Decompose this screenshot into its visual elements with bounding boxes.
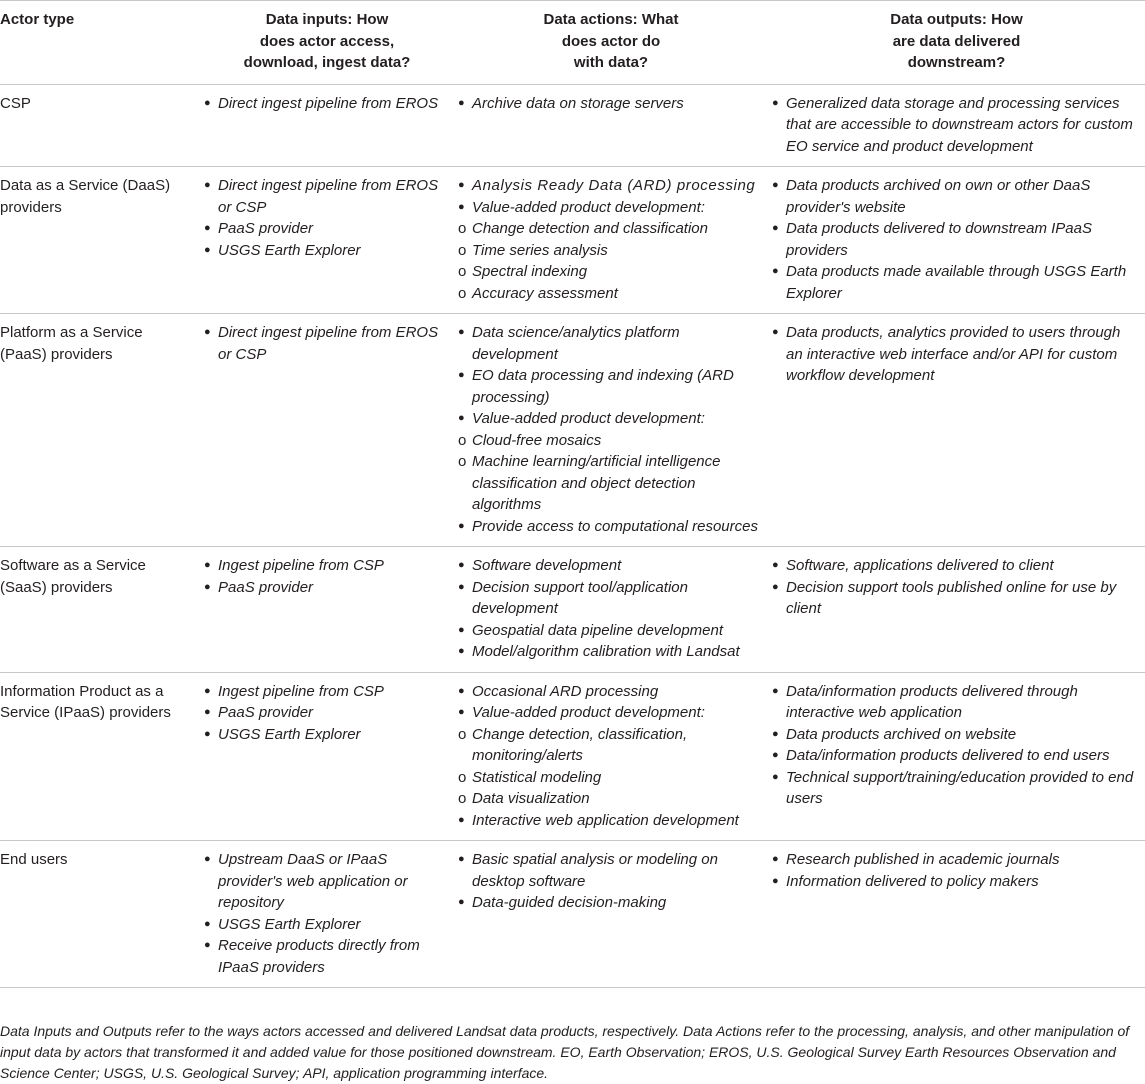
bullet-icon: ●: [772, 727, 779, 740]
sub-list-item: [458, 283, 762, 305]
sub-bullet-icon: o: [458, 790, 467, 807]
table-body: [0, 84, 1145, 988]
list-item-text: PaaS provider: [218, 220, 314, 237]
bullet-list-item: [458, 620, 762, 642]
list-item-text: Occasional ARD processing: [472, 682, 659, 700]
header-data-actions: [454, 1, 768, 85]
header-line: Data outputs: How: [890, 11, 1023, 28]
bullet-icon: ●: [458, 96, 465, 109]
bullet-icon: ●: [772, 96, 779, 109]
header-actor-type: [0, 1, 200, 85]
data-inputs-cell: [200, 547, 454, 673]
header-row: [0, 1, 1145, 85]
bullet-icon: ●: [204, 684, 211, 697]
bullet-list-item: [772, 681, 1139, 724]
data-inputs-cell: [200, 167, 454, 314]
actor-type-cell: CSP: [0, 84, 200, 167]
sub-list-item: [458, 788, 762, 810]
actor-type-cell: End users: [0, 841, 200, 988]
data-outputs-cell: [768, 84, 1145, 167]
data-inputs-cell: [200, 84, 454, 167]
actor-type-cell: Information Product as a Service (IPaaS) providers: [0, 672, 200, 841]
data-outputs-cell: [768, 547, 1145, 673]
list-item-text: EO data processing and indexing (ARD processing): [472, 367, 734, 406]
bullet-icon: ●: [772, 684, 779, 697]
bullet-list-item: [458, 408, 762, 430]
bullet-list-item: [458, 577, 762, 620]
header-line: with data?: [573, 54, 649, 71]
bullet-list-item: [772, 577, 1139, 620]
list-item-text: Data visualization: [472, 790, 590, 807]
table-row: [0, 314, 1145, 547]
list-item-text: Data products archived on website: [786, 725, 1017, 743]
data-actions-cell: [454, 314, 768, 547]
header-line: Data inputs: How: [265, 11, 389, 28]
table-footnote: Data Inputs and Outputs refer to the ways actors accessed and delivered Landsat data products, respectively. Data Actions refer to the processing, analysis, and other manipulation of input data by actors that transformed it and added value for those positioned downstream. EO, Earth Observation; EROS, U.S. Geological Survey Earth Resources Observation and Science Center; USGS, U.S. Geological Survey; API, application programming interface.: [0, 1023, 1130, 1081]
list-item-text: Data products archived on own or other DaaS provider's website: [786, 177, 1091, 216]
data-actions-cell: [454, 547, 768, 673]
table-row: [0, 672, 1145, 841]
list-item-text: Technical support/training/education provided to end users: [786, 768, 1134, 807]
list-item-text: Machine learning/artificial intelligence classification and object detection algorithms: [472, 453, 721, 513]
bullet-list-item: [458, 93, 762, 115]
bullet-list-item: [204, 914, 448, 936]
bullet-list-item: [204, 724, 448, 746]
list-item-text: Basic spatial analysis or modeling on desktop software: [472, 851, 718, 890]
list-item-text: Archive data on storage servers: [472, 94, 684, 112]
sub-list-item: [458, 218, 762, 240]
data-outputs-cell: [768, 841, 1145, 988]
bullet-list-item: [204, 240, 448, 262]
header-line: does actor do: [561, 32, 661, 50]
sub-bullet-icon: o: [458, 431, 467, 449]
data-actions-cell: [454, 167, 768, 314]
sub-bullet-icon: o: [458, 241, 467, 259]
list-item-text: Generalized data storage and processing services that are accessible to downstream actors for custom EO service and product development: [786, 94, 1133, 155]
bullet-list-item: [458, 175, 762, 197]
list-item-text: Statistical modeling: [472, 768, 602, 786]
list-item-text: Cloud-free mosaics: [472, 431, 602, 449]
bullet-list-item: [458, 555, 762, 577]
data-actions-cell: [454, 84, 768, 167]
header-line: Data actions: What: [543, 11, 679, 28]
bullet-list-item: [772, 322, 1139, 387]
list-item-text: Receive products directly from IPaaS providers: [218, 937, 420, 976]
actor-type-cell: Data as a Service (DaaS) providers: [0, 167, 200, 314]
bullet-icon: ●: [458, 623, 465, 636]
sub-list-item: [458, 240, 762, 262]
bullet-icon: ●: [772, 770, 779, 783]
list-item-text: Data-guided decision-making: [472, 894, 667, 911]
list-item-text: Data science/analytics platform development: [472, 324, 680, 363]
bullet-icon: ●: [772, 559, 779, 571]
list-item-text: Data products made available through USGS Earth Explorer: [786, 263, 1127, 302]
list-item-text: Model/algorithm calibration with Landsat: [472, 643, 740, 660]
bullet-list-item: [772, 555, 1139, 577]
list-item-text: USGS Earth Explorer: [218, 915, 361, 933]
list-item-text: PaaS provider: [218, 704, 314, 721]
actor-type-cell: Platform as a Service (PaaS) providers: [0, 314, 200, 547]
table-row: [0, 841, 1145, 988]
sub-bullet-icon: o: [458, 725, 467, 743]
list-item-text: Value-added product development:: [472, 410, 705, 427]
sub-list-item: [458, 261, 762, 283]
bullet-icon: ●: [458, 179, 466, 191]
sub-bullet-icon: o: [458, 220, 467, 237]
list-item-text: Ingest pipeline from CSP: [218, 557, 384, 574]
list-item-text: Analysis Ready Data (ARD) processing: [472, 177, 756, 194]
list-item-text: Interactive web application development: [472, 811, 739, 829]
header-data-outputs: [768, 1, 1145, 85]
header-line: download, ingest data?: [243, 54, 411, 71]
bullet-icon: ●: [458, 412, 465, 424]
list-item-text: Data/information products delivered to end users: [786, 747, 1110, 764]
bullet-icon: ●: [204, 559, 211, 571]
bullet-list-item: [204, 935, 448, 978]
bullet-list-item: [204, 849, 448, 914]
bullet-list-item: [458, 197, 762, 219]
bullet-icon: ●: [458, 645, 465, 657]
bullet-icon: ●: [204, 243, 211, 256]
bullet-icon: ●: [204, 96, 211, 109]
bullet-icon: ●: [458, 896, 465, 908]
bullet-list-item: [772, 218, 1139, 261]
bullet-icon: ●: [772, 580, 779, 593]
table-header: [0, 1, 1145, 85]
list-item-text: Data products delivered to downstream IPaaS providers: [786, 220, 1092, 259]
table-row: [0, 84, 1145, 167]
bullet-icon: ●: [204, 706, 211, 718]
bullet-list-item: [772, 724, 1139, 746]
header-line: does actor access,: [259, 32, 395, 50]
bullet-list-item: [204, 175, 448, 218]
list-item-text: Time series analysis: [472, 241, 608, 259]
bullet-list-item: [204, 218, 448, 240]
bullet-icon: ●: [458, 684, 465, 697]
list-item-text: Change detection, classification, monitoring/alerts: [472, 725, 688, 764]
list-item-text: Ingest pipeline from CSP: [218, 682, 384, 700]
bullet-list-item: [204, 555, 448, 577]
bullet-icon: ●: [458, 200, 465, 213]
list-item-text: Spectral indexing: [472, 263, 588, 280]
list-item-text: Provide access to computational resources: [472, 517, 758, 535]
bullet-icon: ●: [458, 519, 465, 532]
bullet-list-item: [772, 93, 1139, 158]
data-inputs-cell: [200, 672, 454, 841]
bullet-list-item: [458, 702, 762, 724]
header-data-inputs: [200, 1, 454, 85]
bullet-list-item: [204, 322, 448, 365]
list-item-text: Value-added product development:: [472, 198, 705, 216]
bullet-list-item: [458, 516, 762, 538]
data-inputs-cell: [200, 841, 454, 988]
bullet-icon: ●: [772, 853, 779, 865]
list-item-text: Direct ingest pipeline from EROS or CSP: [218, 324, 439, 363]
bullet-icon: ●: [458, 853, 465, 865]
bullet-list-item: [458, 322, 762, 365]
bullet-list-item: [772, 261, 1139, 304]
bullet-icon: ●: [772, 749, 779, 761]
bullet-icon: ●: [458, 813, 465, 826]
bullet-list-item: [772, 175, 1139, 218]
list-item-text: Research published in academic journals: [786, 851, 1060, 868]
bullet-icon: ●: [204, 179, 211, 191]
bullet-icon: ●: [204, 939, 211, 951]
bullet-icon: ●: [772, 874, 779, 887]
bullet-list-item: [772, 849, 1139, 871]
bullet-icon: ●: [772, 265, 779, 277]
bullet-icon: ●: [204, 222, 211, 234]
bullet-list-item: [204, 702, 448, 724]
bullet-icon: ●: [204, 853, 211, 865]
list-item-text: Direct ingest pipeline from EROS: [218, 94, 439, 112]
bullet-list-item: [458, 892, 762, 914]
bullet-icon: ●: [458, 706, 465, 718]
bullet-list-item: [772, 745, 1139, 767]
bullet-icon: ●: [458, 369, 465, 381]
table-row: [0, 547, 1145, 673]
list-item-text: Decision support tools published online for use by client: [786, 578, 1117, 617]
bullet-list-item: [204, 681, 448, 703]
bullet-icon: ●: [204, 917, 211, 930]
bullet-list-item: [204, 93, 448, 115]
bullet-list-item: [458, 810, 762, 832]
data-outputs-cell: [768, 672, 1145, 841]
list-item-text: Upstream DaaS or IPaaS provider's web application or repository: [218, 851, 408, 911]
sub-bullet-icon: o: [458, 768, 467, 786]
list-item-text: PaaS provider: [218, 578, 314, 596]
list-item-text: USGS Earth Explorer: [218, 725, 361, 743]
list-item-text: Accuracy assessment: [472, 284, 618, 302]
bullet-list-item: [458, 849, 762, 892]
bullet-list-item: [458, 641, 762, 663]
data-outputs-cell: [768, 314, 1145, 547]
list-item-text: Geospatial data pipeline development: [472, 621, 724, 639]
list-item-text: Decision support tool/application development: [472, 578, 688, 617]
data-outputs-cell: [768, 167, 1145, 314]
bullet-icon: ●: [458, 326, 465, 338]
bullet-icon: ●: [458, 559, 465, 571]
header-line: Actor type: [0, 11, 75, 28]
bullet-list-item: [458, 365, 762, 408]
sub-list-item: [458, 430, 762, 452]
list-item-text: Change detection and classification: [472, 220, 708, 237]
list-item-text: Value-added product development:: [472, 704, 705, 721]
header-line: downstream?: [907, 54, 1006, 71]
list-item-text: Software, applications delivered to client: [786, 557, 1054, 574]
sub-bullet-icon: o: [458, 453, 467, 470]
list-item-text: Direct ingest pipeline from EROS or CSP: [218, 177, 439, 216]
data-actions-cell: [454, 841, 768, 988]
data-inputs-cell: [200, 314, 454, 547]
sub-list-item: [458, 724, 762, 767]
sub-list-item: [458, 767, 762, 789]
actor-type-cell: Software as a Service (SaaS) providers: [0, 547, 200, 673]
header-line: are data delivered: [892, 32, 1021, 50]
sub-list-item: [458, 451, 762, 516]
bullet-icon: ●: [204, 727, 211, 740]
sub-bullet-icon: o: [458, 263, 467, 280]
bullet-list-item: [458, 681, 762, 703]
list-item-text: Data/information products delivered through interactive web application: [786, 682, 1078, 721]
bullet-list-item: [204, 577, 448, 599]
list-item-text: USGS Earth Explorer: [218, 241, 361, 259]
list-item-text: Data products, analytics provided to users through an interactive web interface and/or API for custom workflow development: [786, 324, 1121, 384]
bullet-icon: ●: [204, 580, 211, 593]
bullet-icon: ●: [772, 222, 779, 234]
bullet-icon: ●: [772, 326, 779, 338]
table-row: [0, 167, 1145, 314]
data-actions-cell: [454, 672, 768, 841]
bullet-icon: ●: [458, 580, 465, 593]
list-item-text: Software development: [472, 557, 622, 574]
bullet-icon: ●: [204, 326, 211, 338]
bullet-icon: ●: [772, 179, 779, 191]
bullet-list-item: [772, 871, 1139, 893]
bullet-list-item: [772, 767, 1139, 810]
sub-bullet-icon: o: [458, 284, 467, 302]
list-item-text: Information delivered to policy makers: [786, 872, 1039, 890]
